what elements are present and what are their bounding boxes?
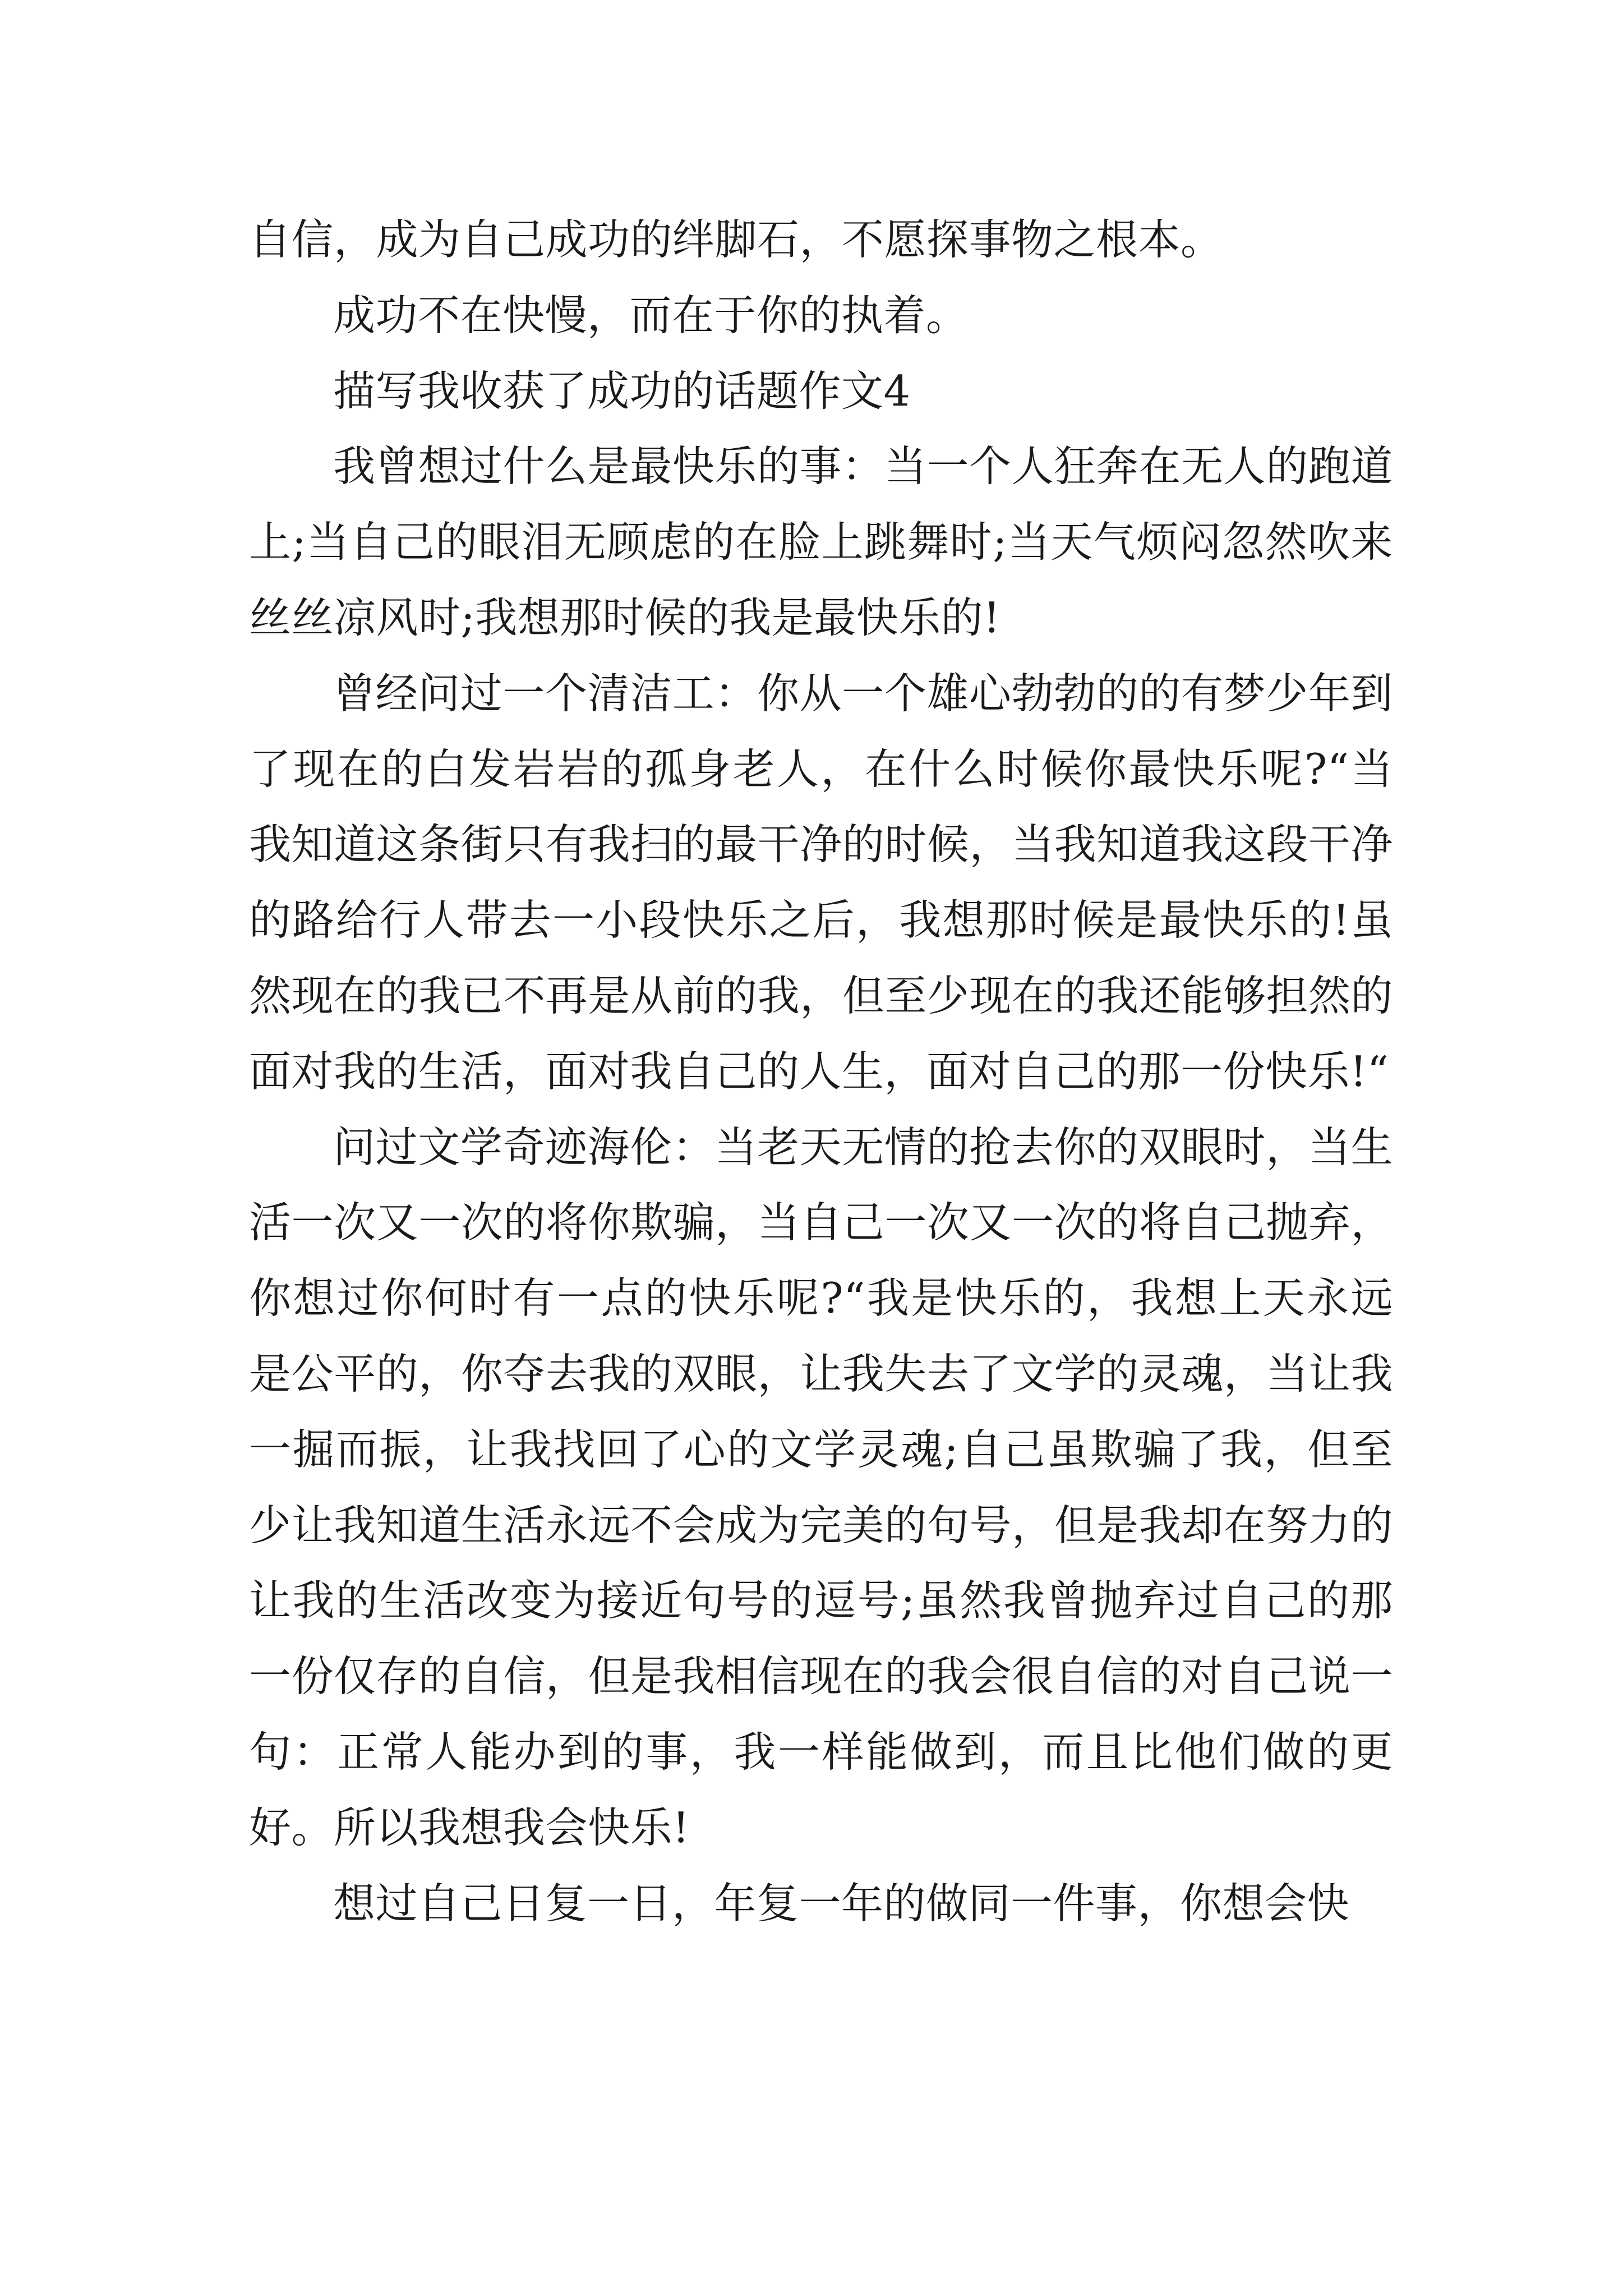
paragraph-3: 我曾想过什么是最快乐的事：当一个人狂奔在无人的跑道上;当自己的眼泪无顾虑的在脸上跳舞时;当天气烦闷忽然吹来丝丝凉风时;我想那时候的我是最快乐的! [249, 441, 1393, 642]
paragraph-5: 问过文学奇迹海伦：当老天无情的抢去你的双眼时，当生活一次又一次的将你欺骗，当自己一次又一次的将自己抛弃，你想过你何时有一点的快乐呢?“我是快乐的，我想上天永远是公平的，你夺去我的双眼，让我失去了文学的灵魂，当让我一掘而振，让我找回了心的文学灵魂;自己虽欺骗了我，但至少让我知道生活永远不会成为完美的句号，但是我却在努力的让我的生活改变为接近句号的逗号;虽然我曾抛弃过自己的那一份仅存的自信，但是我相信现在的我会很自信的对自己说一句：正常人能办到的事，我一样能做到，而且比他们做的更好。所以我想我会快乐! [249, 1122, 1393, 1852]
paragraph-1: 自信，成为自己成功的绊脚石，不愿探事物之根本。 [249, 215, 1223, 264]
paragraph-2: 成功不在快慢，而在于你的执着。 [333, 290, 969, 340]
paragraph-4: 曾经问过一个清洁工：你从一个雄心勃勃的的有梦少年到了现在的白发岩岩的孤身老人，在什么时候你最快乐呢?“当我知道这条街只有我扫的最干净的时候，当我知道我这段干净的路给行人带去一小段快乐之后，我想那时候是最快乐的!虽然现在的我已不再是从前的我，但至少现在的我还能够担然的面对我的生活，面对我自己的人生，面对自己的那一份快乐!“ [249, 668, 1393, 1096]
section-heading: 描写我收获了成功的话题作文4 [333, 366, 911, 416]
document-body [249, 202, 1393, 1941]
paragraph-6: 想过自己日复一日，年复一年的做同一件事，你想会快 [333, 1878, 1350, 1928]
